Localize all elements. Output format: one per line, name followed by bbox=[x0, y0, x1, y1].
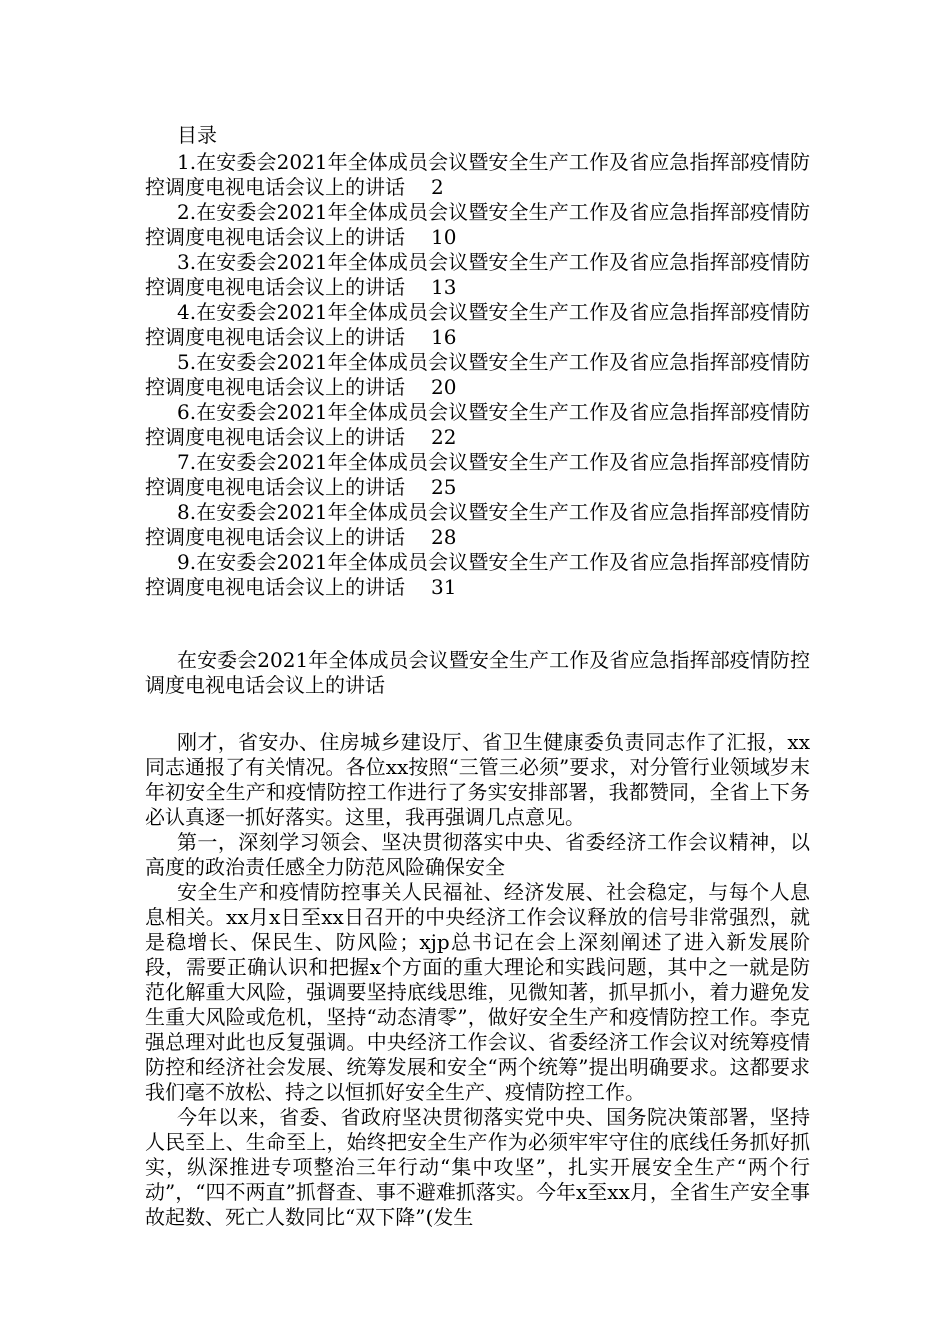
toc-entry-text: 3.在安委会2021年全体成员会议暨安全生产工作及省应急指挥部疫情防控调度电视电话会议上的讲话 bbox=[145, 250, 810, 299]
toc-list bbox=[145, 150, 810, 600]
toc-entry-9[interactable] bbox=[145, 550, 810, 600]
toc-entry-text: 9.在安委会2021年全体成员会议暨安全生产工作及省应急指挥部疫情防控调度电视电话会议上的讲话 bbox=[145, 550, 810, 599]
section-heading: 第一，深刻学习领会、坚决贯彻落实中央、省委经济工作会议精神，以高度的政治责任感全力防范风险确保安全 bbox=[145, 830, 810, 879]
toc-entry-text: 4.在安委会2021年全体成员会议暨安全生产工作及省应急指挥部疫情防控调度电视电话会议上的讲话 bbox=[145, 300, 810, 349]
toc-entry-text: 1.在安委会2021年全体成员会议暨安全生产工作及省应急指挥部疫情防控调度电视电话会议上的讲话 bbox=[145, 150, 810, 199]
toc-entry-5[interactable] bbox=[145, 350, 810, 400]
toc-page-number: 20 bbox=[431, 375, 457, 399]
toc-entry-6[interactable] bbox=[145, 400, 810, 450]
toc-entry-text: 5.在安委会2021年全体成员会议暨安全生产工作及省应急指挥部疫情防控调度电视电话会议上的讲话 bbox=[145, 350, 810, 399]
toc-entry-7[interactable] bbox=[145, 450, 810, 500]
toc-page-number: 31 bbox=[431, 575, 457, 599]
toc-page-number: 13 bbox=[431, 275, 457, 299]
document-page bbox=[145, 120, 810, 1230]
body-paragraph: 安全生产和疫情防控事关人民福祉、经济发展、社会稳定，与每个人息息相关。xx月x日至xx日召开的中央经济工作会议释放的信号非常强烈，就是稳增长、保民生、防风险；xjp总书记在会上深刻阐述了进入新发展阶段，需要正确认识和把握x个方面的重大理论和实践问题，其中之一就是防范化解重大风险，强调要坚持底线思维，见微知著，抓早抓小，着力避免发生重大风险或危机，坚持“动态清零”，做好安全生产和疫情防控工作。李克强总理对此也反复强调。中央经济工作会议、省委经济工作会议对统筹疫情防控和经济社会发展、统筹发展和安全“两个统筹”提出明确要求。这都要求我们毫不放松、持之以恒抓好安全生产、疫情防控工作。 bbox=[145, 880, 810, 1104]
toc-page-number: 16 bbox=[431, 325, 457, 349]
toc-entry-8[interactable] bbox=[145, 500, 810, 550]
toc-page-number: 22 bbox=[431, 425, 457, 449]
toc-entry-text: 2.在安委会2021年全体成员会议暨安全生产工作及省应急指挥部疫情防控调度电视电话会议上的讲话 bbox=[145, 200, 810, 249]
toc-entry-text: 7.在安委会2021年全体成员会议暨安全生产工作及省应急指挥部疫情防控调度电视电话会议上的讲话 bbox=[145, 450, 810, 499]
toc-title: 目录 bbox=[177, 123, 217, 147]
toc-page-number: 28 bbox=[431, 525, 457, 549]
document-heading: 在安委会2021年全体成员会议暨安全生产工作及省应急指挥部疫情防控调度电视电话会议上的讲话 bbox=[145, 648, 810, 697]
body-paragraph: 刚才，省安办、住房城乡建设厅、省卫生健康委负责同志作了汇报，xx同志通报了有关情况。各位xx按照“三管三必须”要求，对分管行业领域岁末年初安全生产和疫情防控工作进行了务实安排部署，我都赞同，全省上下务必认真逐一抓好落实。这里，我再强调几点意见。 bbox=[145, 730, 810, 829]
toc-page-number: 2 bbox=[431, 175, 444, 199]
body-paragraph: 今年以来，省委、省政府坚决贯彻落实党中央、国务院决策部署，坚持人民至上、生命至上，始终把安全生产作为必须牢牢守住的底线任务抓好抓实，纵深推进专项整治三年行动“集中攻坚”，扎实开展安全生产“两个行动”，“四不两直”抓督查、事不避难抓落实。今年x至xx月，全省生产安全事故起数、死亡人数同比“双下降”(发生 bbox=[145, 1105, 810, 1229]
toc-page-number: 10 bbox=[431, 225, 457, 249]
toc-page-number: 25 bbox=[431, 475, 457, 499]
toc-entry-2[interactable] bbox=[145, 200, 810, 250]
toc-entry-text: 6.在安委会2021年全体成员会议暨安全生产工作及省应急指挥部疫情防控调度电视电话会议上的讲话 bbox=[145, 400, 810, 449]
toc-entry-1[interactable] bbox=[145, 150, 810, 200]
document-body bbox=[145, 730, 810, 1230]
toc-entry-4[interactable] bbox=[145, 300, 810, 350]
toc-entry-text: 8.在安委会2021年全体成员会议暨安全生产工作及省应急指挥部疫情防控调度电视电话会议上的讲话 bbox=[145, 500, 810, 549]
toc-entry-3[interactable] bbox=[145, 250, 810, 300]
